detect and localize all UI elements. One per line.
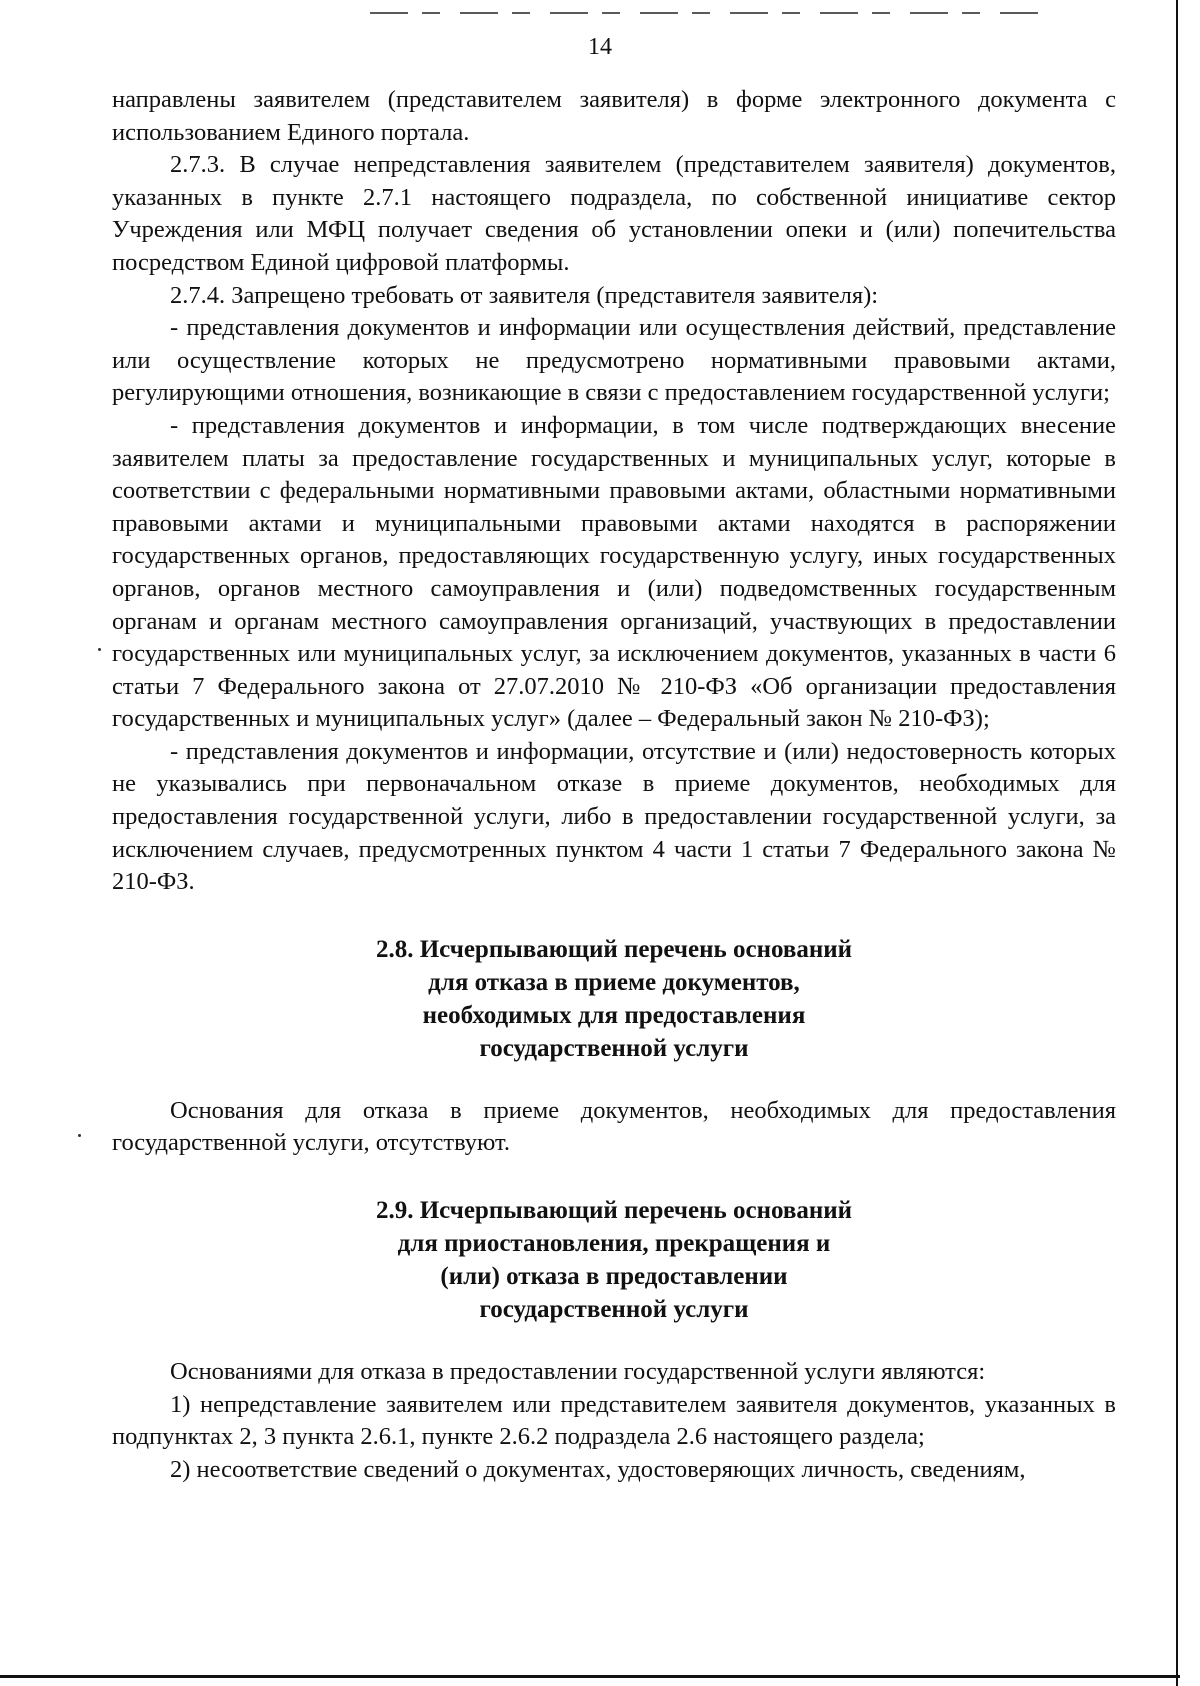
heading-line: для приостановления, прекращения и xyxy=(397,1230,831,1258)
heading-line: государственной услуги xyxy=(479,1034,749,1062)
list-item-prohibition-3: - представления документов и информации, отсутствие и (или) недостоверность которых не указывались при первоначальном отказе в приеме документов, необходимых для предоставления государственной услуги, либо в предоставлении государственной услуги, за исключением случаев, предусмотренных пунктом 4 части 1 статьи 7 Федерального закона № 210-ФЗ. xyxy=(112,737,1116,896)
list-item-ground-2: 2) несоответствие сведений о документах, удостоверяющих личность, сведениям, xyxy=(170,1455,1026,1483)
spacer xyxy=(112,1065,1116,1095)
heading-line: 2.9. Исчерпывающий перечень оснований xyxy=(375,1197,853,1225)
heading-line: (или) отказа в предоставлении xyxy=(440,1263,788,1291)
scan-speck xyxy=(78,1134,81,1137)
document-body xyxy=(112,84,1116,1486)
section-heading-2-8 xyxy=(112,933,1116,1065)
paragraph-2-7-3: 2.7.3. В случае непредставления заявителем (представителем заявителя) документов, указанных в пункте 2.7.1 настоящего подраздела, по собственной инициативе сектор Учреждения или МФЦ получает сведения об установлении опеки и (или) попечительства посредством Единой цифровой платформы. xyxy=(112,151,1116,276)
list-item-prohibition-1: - представления документов и информации или осуществления действий, представление или осуществление которых не предусмотрено нормативными правовыми актами, регулирующими отношения, возникающие в связи с предоставлением государственной услуги; xyxy=(112,314,1116,407)
paragraph-2-9-intro: Основаниями для отказа в предоставлении государственной услуги являются: xyxy=(170,1358,986,1386)
heading-line: необходимых для предоставления xyxy=(422,1001,806,1029)
list-item-ground-1: 1) непредставление заявителем или представителем заявителя документов, указанных в подпунктах 2, 3 пункта 2.6.1, пункте 2.6.2 подраздела 2.6 настоящего раздела; xyxy=(112,1390,1116,1451)
scan-top-edge-artifact xyxy=(370,12,1050,14)
paragraph-2-7-4: 2.7.4. Запрещено требовать от заявителя (представителя заявителя): xyxy=(170,281,879,309)
spacer xyxy=(112,1160,1116,1194)
paragraph-2-8-text: Основания для отказа в приеме документов, необходимых для предоставления государственной услуги, отсутствуют. xyxy=(112,1096,1116,1157)
page-number: 14 xyxy=(588,34,612,60)
scan-speck xyxy=(98,648,101,651)
scan-bottom-edge-line xyxy=(0,1675,1180,1678)
heading-line: государственной услуги xyxy=(479,1296,749,1324)
heading-line: для отказа в приеме документов, xyxy=(428,968,800,996)
section-heading-2-9 xyxy=(112,1194,1116,1326)
spacer xyxy=(112,899,1116,933)
spacer xyxy=(112,1326,1116,1356)
heading-line: 2.8. Исчерпывающий перечень оснований xyxy=(375,935,853,963)
scan-right-edge-line xyxy=(1176,0,1178,1686)
paragraph-continuation: направлены заявителем (представителем заявителя) в форме электронного документа с использованием Единого портала. xyxy=(112,86,1116,146)
list-item-prohibition-2: - представления документов и информации, в том числе подтверждающих внесение заявителем платы за предоставление государственных и муниципальных услуг, которые в соответствии с федеральными нормативными правовыми актами, областными нормативными правовыми актами и муниципальными правовыми актами находятся в распоряжении государственных органов, предоставляющих государственную услугу, иных государственных органов, органов местного самоуправления и (или) подведомственных государственным органам и органам местного самоуправления организаций, участвующих в предоставлении государственных или муниципальных услуг, за исключением документов, указанных в части 6 статьи 7 Федерального закона от 27.07.2010 № 210-ФЗ «Об организации предоставления государственных и муниципальных услуг» (далее – Федеральный закон № 210-ФЗ); xyxy=(112,411,1116,733)
